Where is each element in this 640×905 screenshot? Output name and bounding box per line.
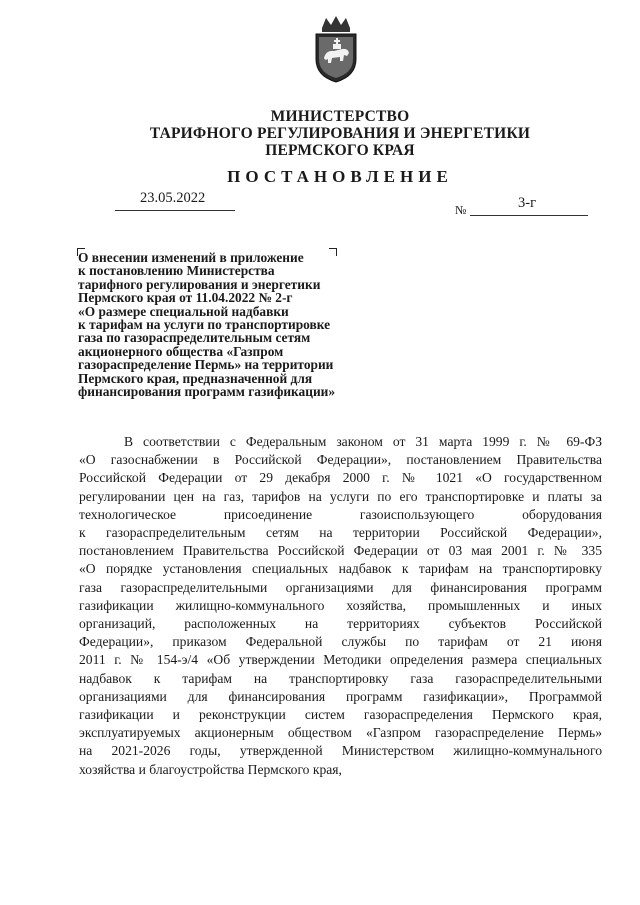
number-underline [470,215,588,216]
body-line: 2011 г. № 154-э/4 «Об утверждении Методики определения размера специальных [79,652,602,668]
subject-line: газораспределение Пермь» на территории [78,357,334,373]
body-line: Российской Федерации от 29 декабря 2000 г. № 1021 «О государственном [79,470,602,486]
coat-of-arms-emblem [306,14,366,84]
ministry-name-line-3: ПЕРМСКОГО КРАЯ [265,142,415,159]
body-line: хозяйства и благоустройства Пермского края, [79,761,342,777]
number-sign: № [455,203,467,217]
subject-line: Пермского края, предназначенной для [78,370,313,386]
subject-line: акционерного общества «Газпром [78,343,284,359]
subject-line: к постановлению Министерства [78,263,275,279]
body-line: технологическое присоединение газоиспользующего оборудования [79,506,602,522]
body-line: «О газоснабжении в Российской Федерации», постановлением Правительства [79,452,602,468]
document-subject [78,251,408,398]
subject-line: к тарифам на услуги по транспортировке [78,317,331,333]
subject-line: тарифного регулирования и энергетики [78,276,321,292]
body-line: постановлением Правительства Российской Федерации от 03 мая 2001 г. № 335 [79,543,602,559]
ministry-name-line-1: МИНИСТЕРСТВО [270,108,410,125]
body-line: на 2021-2026 годы, утвержденной Министерством жилищно-коммунального [79,743,602,759]
subject-line: газа по газораспределительным сетям [78,330,311,346]
body-line: Федерации», приказом Федеральной службы по тарифам от 21 июня [79,634,602,650]
ministry-name-line-2: ТАРИФНОГО РЕГУЛИРОВАНИЯ И ЭНЕРГЕТИКИ [149,125,531,142]
subject-line: Пермского края от 11.04.2022 № 2-г [78,290,293,306]
body-line: надбавок к тарифам на транспортировку газа газораспределительными [79,670,602,686]
date-underline [115,210,235,211]
body-line: газа газораспределительными организациями для финансирования программ [79,579,602,595]
subject-line: «О размере специальной надбавки [78,303,289,319]
body-line: к газораспределительным сетям на территории Российской Федерации», [79,525,602,541]
body-line: В соответствии с Федеральным законом от 31 марта 1999 г. № 69-ФЗ [124,434,602,449]
document-number: 3-г [518,195,537,211]
body-line: эксплуатируемых акционерным обществом «Газпром газораспределение Пермь» [79,725,602,741]
body-line: газификации жилищно-коммунального хозяйства, промышленных и иных [79,597,602,613]
subject-line: финансирования программ газификации» [78,384,336,400]
document-date: 23.05.2022 [140,190,206,206]
subject-line: О внесении изменений в приложение [78,250,304,265]
body-line: газификации и реконструкции систем газораспределения Пермского края, [79,707,602,723]
document-body [79,433,602,779]
document-type-title: ПОСТАНОВЛЕНИЕ [227,167,453,186]
body-line: организациями для финансирования программ газификации», Программой [79,688,602,704]
body-line: регулировании цен на газ, тарифов на услуги по его транспортировке и платы за [79,488,602,504]
body-line: организаций, расположенных на территориях субъектов Российской [79,616,602,632]
body-line: «О порядке установления специальных надбавок к тарифам на транспортировку [79,561,602,577]
